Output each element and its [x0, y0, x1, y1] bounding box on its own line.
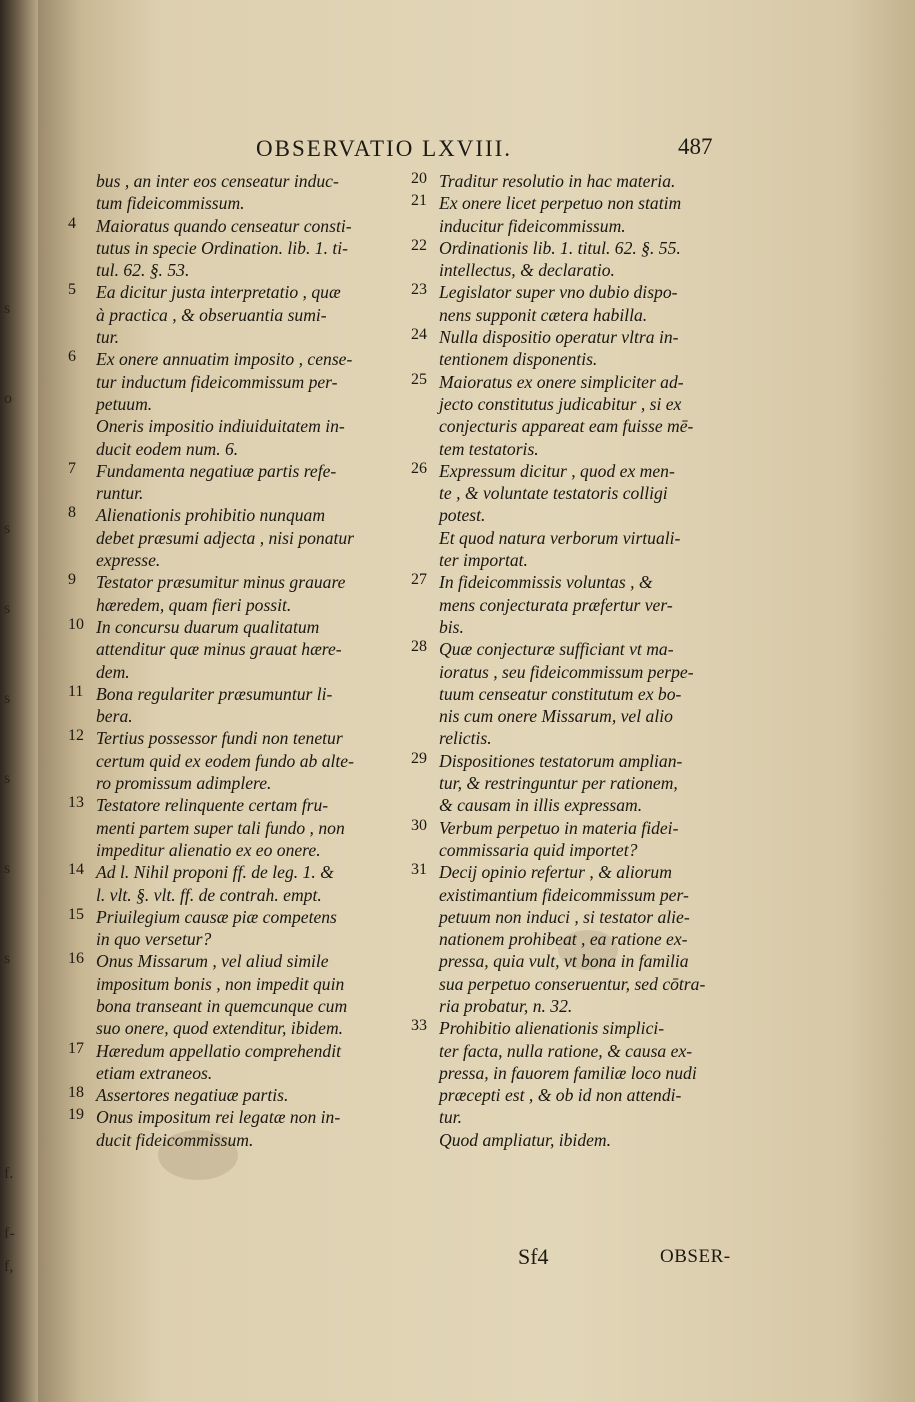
- entry-text-line: runtur.: [96, 483, 144, 504]
- entry-number: 24: [411, 326, 427, 344]
- entry-text-line: Onus impositum rei legatæ non in-: [96, 1107, 341, 1128]
- entry-text-line: ducit fideicommissum.: [96, 1129, 254, 1150]
- entry-text-line: sua perpetuo conseruentur, sed cōtra-: [439, 973, 706, 994]
- summary-entry: [68, 571, 398, 616]
- entry-text-line: tur.: [439, 1107, 462, 1128]
- entry-text-line: Alienationis prohibitio nunquam: [96, 505, 326, 526]
- entry-number: 33: [411, 1017, 427, 1035]
- entry-text-line: in quo versetur?: [96, 929, 212, 950]
- entry-text-line: Quæ conjecturæ sufficiant vt ma-: [439, 639, 674, 660]
- entry-number: 10: [68, 615, 84, 633]
- entry-text-line: etiam extraneos.: [96, 1062, 213, 1083]
- entry-text-line: Oneris impositio indiuiduitatem in-: [96, 416, 345, 437]
- entry-text-line: Legislator super vno dubio dispo-: [439, 282, 678, 303]
- entry-number: 18: [68, 1084, 84, 1102]
- entry-number: 29: [411, 749, 427, 767]
- entry-text-line: suo onere, quod extenditur, ibidem.: [96, 1018, 344, 1039]
- entry-number: 16: [68, 950, 84, 968]
- entry-text-line: Maioratus quando censeatur consti-: [96, 215, 352, 236]
- facing-page-fragment: s: [4, 300, 11, 317]
- entry-text-line: & causam in illis expressam.: [439, 795, 643, 816]
- entry-number: 25: [411, 370, 427, 388]
- summary-entry: [68, 415, 398, 460]
- summary-entry: [411, 281, 751, 326]
- signature-mark: Sf4: [518, 1244, 549, 1269]
- facing-page-edge: [0, 0, 38, 1402]
- entry-text-line: Priuilegium causæ piæ competens: [96, 906, 337, 927]
- summary-entry: [411, 460, 751, 527]
- summary-entry: [411, 527, 751, 572]
- entry-text-line: In fideicommissis voluntas , &: [439, 572, 653, 593]
- summary-entry: [411, 1129, 751, 1151]
- facing-page-fragment: f-: [4, 1225, 15, 1242]
- entry-number: 14: [68, 861, 84, 879]
- entry-text-line: hæredem, quam fieri possit.: [96, 594, 292, 615]
- summary-entry: [68, 794, 398, 861]
- entry-text-line: tul. 62. §. 53.: [96, 260, 190, 281]
- summary-entry: [68, 348, 398, 415]
- entry-text-line: bera.: [96, 706, 133, 727]
- entry-number: 12: [68, 727, 84, 745]
- summary-entry: [411, 1017, 751, 1128]
- entry-text-line: Ex onere licet perpetuo non statim: [439, 193, 682, 214]
- summary-entry: [68, 1106, 398, 1151]
- entry-number: 6: [68, 348, 76, 366]
- summary-entry: [411, 237, 751, 282]
- summary-entry: [68, 1040, 398, 1085]
- summary-entry: [411, 750, 751, 817]
- summary-entry: [68, 1084, 398, 1106]
- summary-entry: [68, 616, 398, 683]
- entry-text-line: præcepti est , & ob id non attendi-: [439, 1085, 682, 1106]
- entry-text-line: tem testatoris.: [439, 438, 539, 459]
- entry-number: 30: [411, 816, 427, 834]
- entry-text-line: ioratus , seu fideicommissum perpe-: [439, 661, 694, 682]
- entry-text-line: In concursu duarum qualitatum: [96, 616, 320, 637]
- entry-number: 26: [411, 459, 427, 477]
- facing-page-fragment: s: [4, 690, 11, 707]
- summary-entry: [411, 638, 751, 749]
- summary-entry: [411, 326, 751, 371]
- entry-text-line: bus , an inter eos censeatur induc-: [96, 171, 339, 191]
- entry-text-line: Maioratus ex onere simpliciter ad-: [439, 371, 684, 392]
- entry-number: 21: [411, 192, 427, 210]
- summary-entry: [68, 170, 398, 215]
- entry-text-line: nens supponit cætera habilla.: [439, 304, 648, 325]
- entry-text-line: Traditur resolutio in hac materia.: [439, 171, 676, 191]
- entry-text-line: potest.: [439, 505, 486, 526]
- entry-number: 27: [411, 571, 427, 589]
- summary-entry: [411, 371, 751, 460]
- facing-page-fragment: s: [4, 950, 11, 967]
- page-number: 487: [678, 134, 713, 159]
- summary-entry: [68, 683, 398, 728]
- entry-text-line: Hæredum appellatio comprehendit: [96, 1040, 341, 1061]
- summary-entry: [411, 861, 751, 1017]
- entry-text-line: bis.: [439, 616, 464, 637]
- summary-entry: [68, 861, 398, 906]
- entry-number: 13: [68, 794, 84, 812]
- facing-page-fragment: s: [4, 860, 11, 877]
- entry-text-line: pressa, quia vult, vt bona in familia: [439, 951, 689, 972]
- facing-page-fragment: s: [4, 600, 11, 617]
- entry-text-line: ria probatur, n. 32.: [439, 995, 573, 1016]
- entry-text-line: petuum non induci , si testator alie-: [439, 906, 690, 927]
- entry-text-line: Decij opinio refertur , & aliorum: [439, 862, 672, 883]
- entry-text-line: l. vlt. §. vlt. ff. de contrah. empt.: [96, 884, 322, 905]
- entry-text-line: conjecturis appareat eam fuisse mē-: [439, 416, 694, 437]
- entry-text-line: mens conjecturata præfertur ver-: [439, 594, 673, 615]
- entry-text-line: existimantium fideicommissum per-: [439, 884, 689, 905]
- entry-text-line: commissaria quid importet?: [439, 839, 638, 860]
- entry-text-line: Assertores negatiuæ partis.: [96, 1085, 289, 1106]
- entry-number: 31: [411, 861, 427, 879]
- facing-page-fragment: f.: [4, 1165, 14, 1182]
- entry-text-line: te , & voluntate testatoris colligi: [439, 483, 668, 504]
- entry-number: 4: [68, 214, 76, 232]
- entry-text-line: debet præsumi adjecta , nisi ponatur: [96, 527, 355, 548]
- entry-text-line: attenditur quæ minus grauat hære-: [96, 639, 342, 660]
- entry-text-line: tur, & restringuntur per rationem,: [439, 773, 678, 794]
- entry-text-line: Ordinationis lib. 1. titul. 62. §. 55.: [439, 237, 681, 258]
- entry-text-line: nationem prohibeat , ea ratione ex-: [439, 929, 688, 950]
- entry-text-line: Quod ampliatur, ibidem.: [439, 1129, 612, 1150]
- entry-number: 17: [68, 1039, 84, 1057]
- facing-page-fragment: f,: [4, 1258, 14, 1275]
- entry-text-line: tuum censeatur constitutum ex bo-: [439, 683, 682, 704]
- entry-text-line: menti partem super tali fundo , non: [96, 817, 345, 838]
- facing-page-fragment: o: [4, 390, 12, 407]
- entry-number: 15: [68, 905, 84, 923]
- entry-number: 22: [411, 236, 427, 254]
- entry-text-line: expresse.: [96, 550, 161, 571]
- entry-text-line: Prohibitio alienationis simplici-: [439, 1018, 665, 1039]
- entry-number: 20: [411, 170, 427, 187]
- book-page: [38, 0, 915, 1402]
- entry-text-line: Verbum perpetuo in materia fidei-: [439, 817, 679, 838]
- summary-column-left: [68, 170, 398, 1151]
- entry-text-line: tentionem disponentis.: [439, 349, 598, 370]
- entry-text-line: Testator præsumitur minus grauare: [96, 572, 346, 593]
- entry-text-line: dem.: [96, 661, 130, 682]
- entry-text-line: impeditur alienatio ex eo onere.: [96, 839, 321, 860]
- entry-number: 19: [68, 1106, 84, 1124]
- entry-text-line: pressa, in fauorem familiæ loco nudi: [439, 1062, 697, 1083]
- entry-text-line: Dispositiones testatorum amplian-: [439, 750, 683, 771]
- entry-text-line: ducit eodem num. 6.: [96, 438, 239, 459]
- entry-text-line: impositum bonis , non impedit quin: [96, 973, 345, 994]
- entry-text-line: Ad l. Nihil proponi ff. de leg. 1. &: [96, 862, 334, 883]
- running-title: OBSERVATIO LXVIII.: [256, 136, 513, 161]
- facing-page-fragment: s: [4, 770, 11, 787]
- entry-text-line: Ex onere annuatim imposito , cense-: [96, 349, 353, 370]
- page-header: [38, 132, 915, 166]
- summary-entry: [411, 170, 751, 192]
- entry-text-line: Nulla dispositio operatur vltra in-: [439, 327, 679, 348]
- catchword: OBSER-: [660, 1246, 731, 1267]
- entry-number: 28: [411, 638, 427, 656]
- entry-text-line: ter facta, nulla ratione, & causa ex-: [439, 1040, 693, 1061]
- entry-number: 11: [68, 682, 84, 700]
- entry-number: 7: [68, 459, 76, 477]
- entry-text-line: Onus Missarum , vel aliud simile: [96, 951, 329, 972]
- summary-entry: [411, 571, 751, 638]
- summary-entry: [68, 950, 398, 1039]
- entry-text-line: Fundamenta negatiuæ partis refe-: [96, 460, 337, 481]
- entry-text-line: Testatore relinquente certam fru-: [96, 795, 329, 816]
- facing-page-fragment: s: [4, 520, 11, 537]
- summary-entry: [411, 192, 751, 237]
- summary-entry: [68, 727, 398, 794]
- summary-entry: [411, 817, 751, 862]
- entry-text-line: tur.: [96, 327, 119, 348]
- entry-number: 5: [68, 281, 76, 299]
- entry-text-line: petuum.: [96, 393, 153, 414]
- summary-entry: [68, 460, 398, 505]
- entry-text-line: jecto constitutus judicabitur , si ex: [439, 393, 682, 414]
- entry-number: 23: [411, 281, 427, 299]
- entry-text-line: nis cum onere Missarum, vel alio: [439, 706, 673, 727]
- entry-text-line: ro promissum adimplere.: [96, 773, 272, 794]
- entry-text-line: Ea dicitur justa interpretatio , quæ: [96, 282, 341, 303]
- page-footer: [38, 1244, 915, 1284]
- summary-entry: [68, 906, 398, 951]
- entry-text-line: certum quid ex eodem fundo ab alte-: [96, 750, 354, 771]
- entry-text-line: relictis.: [439, 728, 492, 749]
- entry-text-line: à practica , & obseruantia sumi-: [96, 304, 327, 325]
- entry-text-line: Et quod natura verborum virtuali-: [439, 527, 681, 548]
- summary-entry: [68, 504, 398, 571]
- summary-entry: [68, 281, 398, 348]
- entry-text-line: ter importat.: [439, 550, 528, 571]
- summary-entry: [68, 215, 398, 282]
- entry-text-line: bona transeant in quemcunque cum: [96, 995, 348, 1016]
- entry-text-line: intellectus, & declaratio.: [439, 260, 615, 281]
- entry-number: 9: [68, 571, 76, 589]
- summary-column-right: [411, 170, 751, 1151]
- entry-text-line: tum fideicommissum.: [96, 193, 245, 214]
- entry-text-line: Expressum dicitur , quod ex men-: [439, 460, 675, 481]
- entry-text-line: tur inductum fideicommissum per-: [96, 371, 338, 392]
- entry-text-line: Tertius possessor fundi non tenetur: [96, 728, 343, 749]
- entry-text-line: inducitur fideicommissum.: [439, 215, 626, 236]
- entry-text-line: Bona regulariter præsumuntur li-: [96, 683, 333, 704]
- entry-number: 8: [68, 504, 76, 522]
- entry-text-line: tutus in specie Ordination. lib. 1. ti-: [96, 237, 348, 258]
